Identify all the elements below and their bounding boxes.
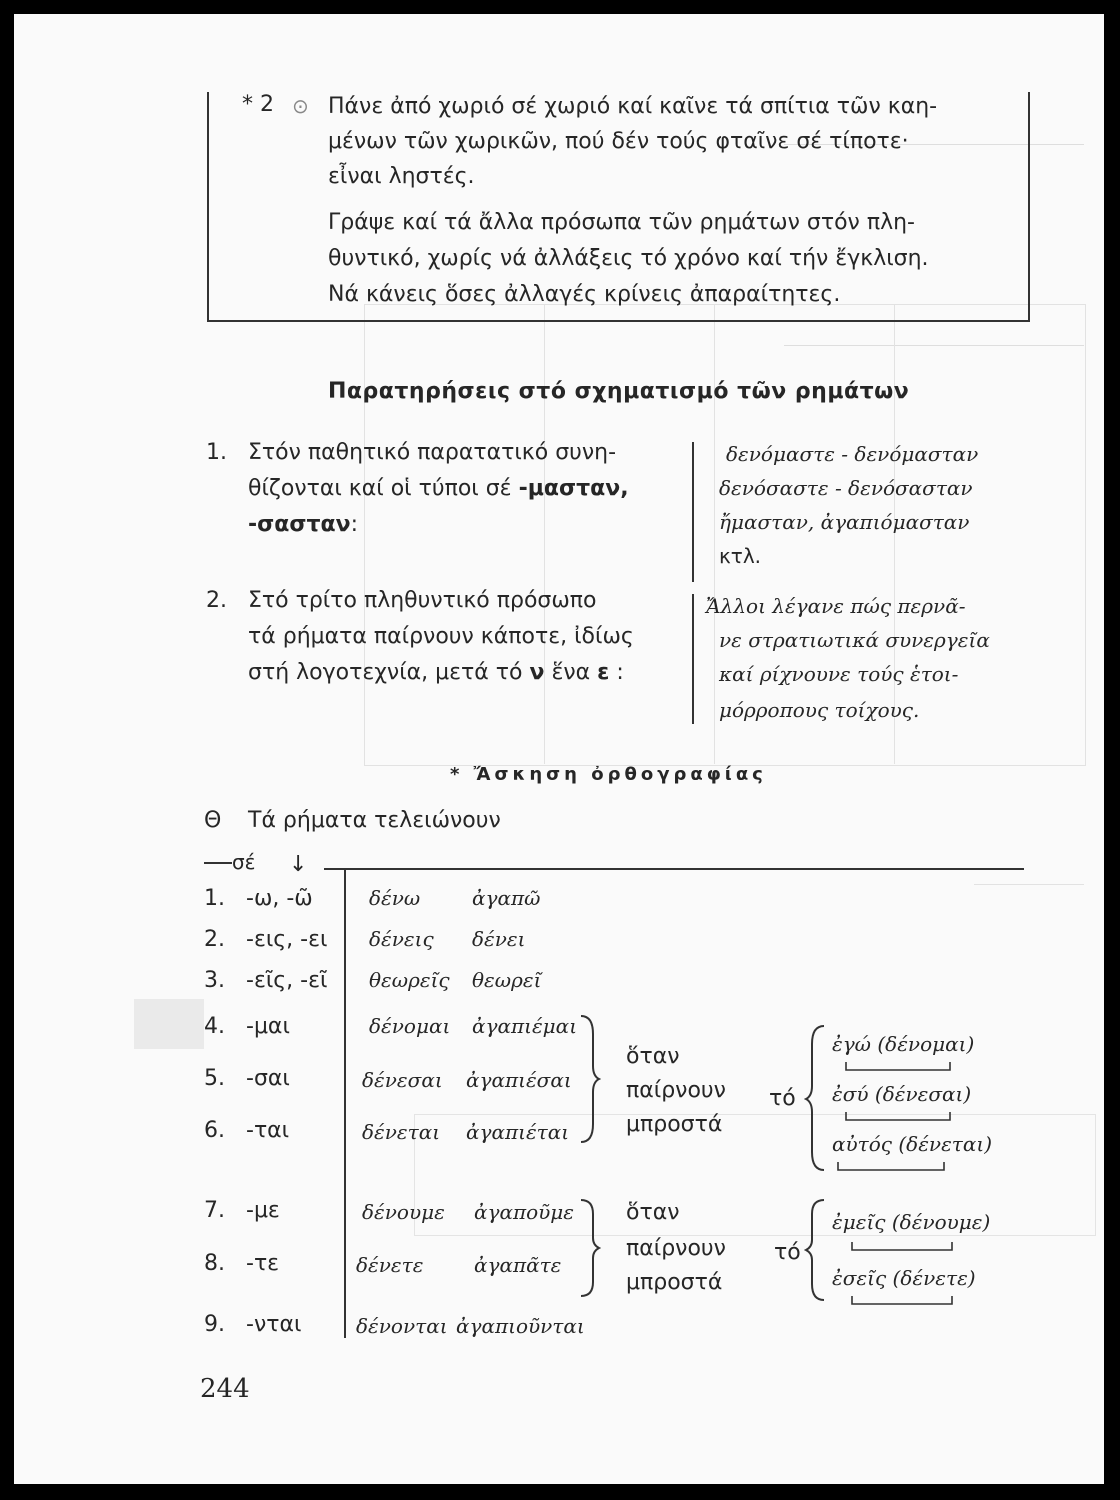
note-2-bold-nu: ν: [529, 660, 545, 685]
row-example-2: ἀγαποῦμε: [474, 1200, 575, 1224]
note-1-bold-suffix-1: -μασταν,: [518, 476, 629, 501]
row-ending: -μαι: [246, 1014, 290, 1039]
group1-right-brace-icon: [579, 1014, 601, 1144]
exercise-sentence-line-2: μένων τῶν χωρικῶν, πού δέν τούς φταῖνε σέ τίποτε·: [328, 129, 909, 154]
group2-link-1: [850, 1240, 956, 1252]
row-number: 7.: [204, 1198, 225, 1223]
row-number: 1.: [204, 886, 225, 911]
group2-right-brace-icon: [579, 1198, 601, 1298]
note-1-line-3: -σασταν:: [248, 512, 359, 537]
group2-pronoun-1: ἐμεῖς (δένουμε): [832, 1210, 991, 1234]
group2-pronoun-2: ἐσεῖς (δένετε): [832, 1266, 976, 1290]
exercise-instruction-line-1: Γράψε καί τά ἄλλα πρόσωπα τῶν ρημάτων στόν πλη-: [328, 210, 915, 235]
note-1-example-1: δενόμαστε - δενόμασταν: [726, 442, 979, 466]
group1-pronoun-2: ἐσύ (δένεσαι): [832, 1082, 972, 1106]
row-number: 5.: [204, 1066, 225, 1091]
ortho-intro: Τά ρήματα τελειώνουν: [248, 808, 501, 833]
box-right-border: [1028, 92, 1030, 322]
note-2-bold-epsilon: ε: [597, 660, 610, 685]
group1-pronoun-3: αὐτός (δένεται): [832, 1132, 993, 1156]
row-ending: -σαι: [246, 1066, 290, 1091]
exercise-marker: * 2: [242, 92, 274, 117]
group2-mprosta: μπροστά: [626, 1270, 723, 1295]
group2-pairnoun: παίρνουν: [626, 1236, 726, 1261]
note-2-example-4: μόρροπους τοίχους.: [719, 698, 920, 722]
ortho-title: * Ἄσκηση ὀρθογραφίας: [450, 764, 767, 785]
notes-divider-2: [692, 594, 694, 724]
row-example-1: δένεις: [369, 927, 434, 951]
group2-otan: ὅταν: [626, 1200, 680, 1225]
row-example-1: δένομαι: [369, 1014, 451, 1038]
row-example-1: δένω: [369, 886, 421, 910]
row-ending: -εῖς, -εῖ: [246, 968, 328, 993]
group2-left-brace-icon: [804, 1198, 826, 1302]
row-ending: -ω, -ῶ: [246, 886, 313, 911]
row-example-1: δένουμε: [362, 1200, 445, 1224]
notes-divider-1: [692, 442, 694, 582]
group2-link-2: [850, 1294, 956, 1306]
exercise-sentence-line-1: Πάνε ἀπό χωριό σέ χωριό καί καῖνε τά σπίτια τῶν καη-: [328, 94, 938, 119]
row-example-2: ἀγαπιέμαι: [472, 1014, 578, 1038]
page-number: 244: [200, 1374, 250, 1404]
se-left-rule: [204, 862, 232, 864]
row-example-1: δένεσαι: [362, 1068, 443, 1092]
row-ending: -νται: [246, 1312, 302, 1337]
table-top-rule: [324, 868, 1024, 870]
box-bottom-border: [207, 320, 1030, 322]
note-1-line-2: θίζονται καί οἱ τύποι σέ -μασταν,: [248, 476, 629, 501]
note-2-example-1: Ἄλλοι λέγανε πώς περνᾶ-: [706, 594, 966, 618]
note-2-example-3: καί ρίχνουνε τούς ἑτοι-: [719, 662, 959, 686]
row-example-1: θεωρεῖς: [369, 968, 450, 992]
note-2-line-1: Στό τρίτο πληθυντικό πρόσωπο: [248, 588, 597, 613]
note-1-example-4: κτλ.: [719, 544, 762, 568]
note-2-example-2: νε στρατιωτικά συνεργεῖα: [719, 628, 990, 652]
row-number: 2.: [204, 927, 225, 952]
note-2-number: 2.: [206, 588, 227, 613]
note-1-number: 1.: [206, 440, 227, 465]
table-column-rule: [344, 868, 346, 1338]
note-1-bold-suffix-2: -σασταν: [248, 512, 351, 537]
note-1-example-2: δενόσαστε - δενόσασταν: [719, 476, 973, 500]
row-example-2: ἀγαπῶ: [472, 886, 541, 910]
row-number: 9.: [204, 1312, 225, 1337]
row-example-2: θεωρεῖ: [472, 968, 542, 992]
row-example-2: ἀγαπιέσαι: [466, 1068, 572, 1092]
group1-link-2: [844, 1110, 954, 1122]
group1-to: τό: [769, 1086, 796, 1111]
group1-link-3: [836, 1160, 948, 1172]
row-number: 4.: [204, 1014, 225, 1039]
down-arrow-icon: ↓: [289, 852, 308, 877]
group1-pairnoun: παίρνουν: [626, 1078, 726, 1103]
note-1-line-1: Στόν παθητικό παρατατικό συνη-: [248, 440, 617, 465]
row-number: 6.: [204, 1118, 225, 1143]
row-example-2: ἀγαπᾶτε: [474, 1253, 562, 1277]
theta-symbol-icon: Θ: [204, 808, 222, 833]
row-number: 8.: [204, 1251, 225, 1276]
se-label: σέ: [232, 850, 256, 874]
note-1-example-3: ἤμασταν, ἀγαπιόμασταν: [719, 510, 970, 534]
group1-left-brace-icon: [804, 1024, 826, 1172]
row-example-2: ἀγαπιέται: [466, 1120, 570, 1144]
row-ending: -εις, -ει: [246, 927, 328, 952]
box-left-border: [207, 92, 209, 322]
group1-link-1: [844, 1060, 954, 1072]
row-example-1: δένεται: [362, 1120, 441, 1144]
group2-to: τό: [774, 1240, 801, 1265]
group1-otan: ὅταν: [626, 1044, 680, 1069]
exercise-instruction-line-2: θυντικό, χωρίς νά ἀλλάξεις τό χρόνο καί τήν ἔγκλιση.: [328, 246, 929, 271]
row-ending: -τε: [246, 1251, 280, 1276]
row-ending: -με: [246, 1198, 280, 1223]
row-ending: -ται: [246, 1118, 290, 1143]
book-page: [14, 14, 1104, 1484]
exercise-sentence-line-3: εἶναι ληστές.: [328, 164, 475, 189]
note-2-line-2: τά ρήματα παίρνουν κάποτε, ἰδίως: [248, 624, 634, 649]
circle-symbol-icon: ⊙: [292, 94, 309, 118]
note-2-line-3: στή λογοτεχνία, μετά τό ν ἕνα ε :: [248, 660, 624, 685]
row-number: 3.: [204, 968, 225, 993]
row-example-2: ἀγαπιοῦνται: [456, 1314, 585, 1338]
exercise-instruction-line-3: Νά κάνεις ὅσες ἀλλαγές κρίνεις ἀπαραίτητες.: [328, 282, 841, 307]
section-title: Παρατηρήσεις στό σχηματισμό τῶν ρημάτων: [328, 379, 910, 404]
row-example-1: δένονται: [356, 1314, 448, 1338]
group1-pronoun-1: ἐγώ (δένομαι): [832, 1032, 975, 1056]
row-example-1: δένετε: [356, 1253, 424, 1277]
group1-mprosta: μπροστά: [626, 1112, 723, 1137]
row-example-2: δένει: [472, 927, 526, 951]
